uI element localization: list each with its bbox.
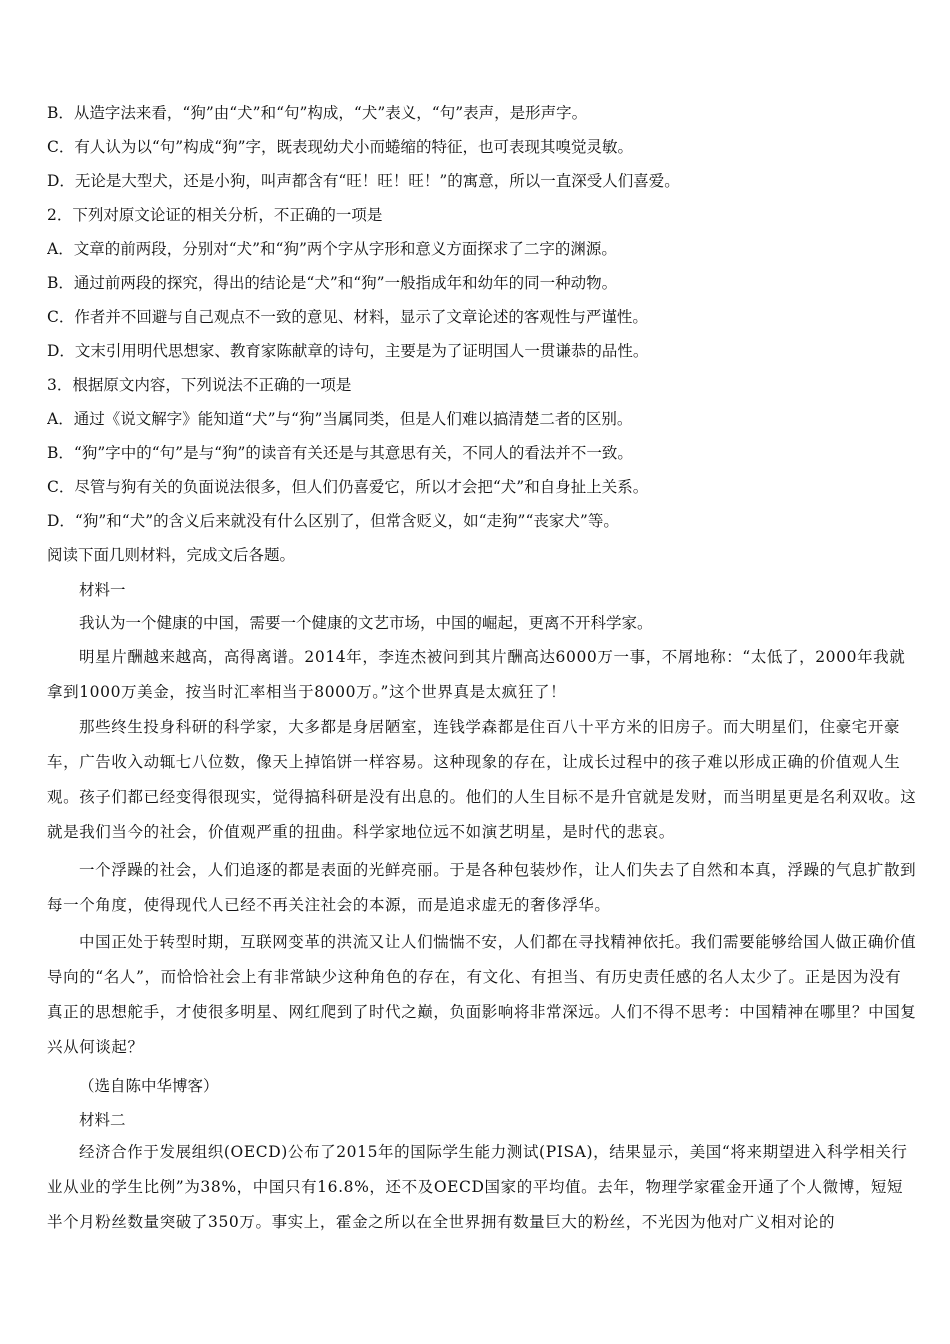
q1-option-d: D．无论是大型犬，还是小狗，叫声都含有“旺！旺！旺！”的寓意，所以一直深受人们喜爱。 bbox=[47, 172, 680, 190]
q1-option-b: B．从造字法来看，“狗”由“犬”和“句”构成，“犬”表义，“句”表声，是形声字。 bbox=[47, 104, 588, 122]
material1-paragraph-4: 一个浮躁的社会，人们追逐的都是表面的光鲜亮丽。于是各种包装炒作，让人们失去了自然和本真，浮躁的气息扩散到每一个角度，使得现代人已经不再关注社会的本源，而是追求虚无的奢侈浮华。 bbox=[47, 861, 917, 914]
q2-option-b: B．通过前两段的探究，得出的结论是“犬”和“狗”一般指成年和幼年的同一种动物。 bbox=[47, 274, 618, 292]
q1-option-c: C．有人认为以“句”构成“狗”字，既表现幼犬小而蜷缩的特征，也可表现其嗅觉灵敏。 bbox=[47, 138, 634, 156]
material1-paragraph-1: 我认为一个健康的中国，需要一个健康的文艺市场，中国的崛起，更离不开科学家。 bbox=[79, 614, 653, 632]
q3-option-c: C．尽管与狗有关的负面说法很多，但人们仍喜爱它，所以才会把“犬”和自身扯上关系。 bbox=[47, 478, 649, 496]
q2-option-d: D．文末引用明代思想家、教育家陈献章的诗句，主要是为了证明国人一贯谦恭的品性。 bbox=[47, 342, 649, 360]
q2-option-c: C．作者并不回避与自己观点不一致的意见、材料，显示了文章论述的客观性与严谨性。 bbox=[47, 308, 648, 326]
material1-source: （选自陈中华博客） bbox=[79, 1077, 219, 1095]
q3-option-a: A．通过《说文解字》能知道“犬”与“狗”当属同类，但是人们难以搞清楚二者的区别。 bbox=[47, 410, 633, 428]
material1-heading: 材料一 bbox=[79, 581, 126, 599]
q3-option-b: B．“狗”字中的“句”是与“狗”的读音有关还是与其意思有关，不同人的看法并不一致。 bbox=[47, 444, 633, 462]
material1-paragraph-5: 中国正处于转型时期，互联网变革的洪流又让人们惴惴不安，人们都在寻找精神依托。我们需要能够给国人做正确价值导向的“名人”，而恰恰社会上有非常缺少这种角色的存在，有文化、有担当、有历史责任感的名人太少了。正是因为没有真正的思想舵手，才使很多明星、网红爬到了时代之巅，负面影响将非常深远。人们不得不思考：中国精神在哪里？中国复兴从何谈起？ bbox=[47, 933, 917, 1056]
material1-paragraph-2: 明星片酬越来越高，高得离谱。2014年，李连杰被问到其片酬高达6000万一事，不屑地称：“太低了，2000年我就拿到1000万美金，按当时汇率相当于8000万。”这个世界真是太疯狂了！ bbox=[47, 648, 906, 701]
q2-option-a: A．文章的前两段，分别对“犬”和“狗”两个字从字形和意义方面探求了二字的渊源。 bbox=[47, 240, 617, 258]
q2-stem: 2．下列对原文论证的相关分析，不正确的一项是 bbox=[47, 206, 383, 224]
reading-intro: 阅读下面几则材料，完成文后各题。 bbox=[47, 546, 296, 564]
q3-stem: 3．根据原文内容，下列说法不正确的一项是 bbox=[47, 376, 352, 394]
material1-paragraph-3: 那些终生投身科研的科学家，大多都是身居陋室，连钱学森都是住百八十平方米的旧房子。而大明星们，住豪宅开豪车，广告收入动辄七八位数，像天上掉馅饼一样容易。这种现象的存在，让成长过程中的孩子难以形成正确的价值观人生观。孩子们都已经变得很现实，觉得搞科研是没有出息的。他们的人生目标不是升官就是发财，而当明星更是名利双收。这就是我们当今的社会，价值观严重的扭曲。科学家地位远不如演艺明星，是时代的悲哀。 bbox=[47, 718, 917, 841]
q3-option-d: D．“狗”和“犬”的含义后来就没有什么区别了，但常含贬义，如“走狗”“丧家犬”等。 bbox=[47, 512, 619, 530]
material2-heading: 材料二 bbox=[79, 1111, 126, 1129]
material2-paragraph-1: 经济合作于发展组织(OECD)公布了2015年的国际学生能力测试(PISA)，结果显示，美国“将来期望进入科学相关行业从业的学生比例”为38%，中国只有16.8%，还不及OECD国家的平均值。去年，物理学家霍金开通了个人微博，短短半个月粉丝数量突破了350万。事实上，霍金之所以在全世界拥有数量巨大的粉丝，不光因为他对广义相对论的 bbox=[47, 1143, 908, 1231]
